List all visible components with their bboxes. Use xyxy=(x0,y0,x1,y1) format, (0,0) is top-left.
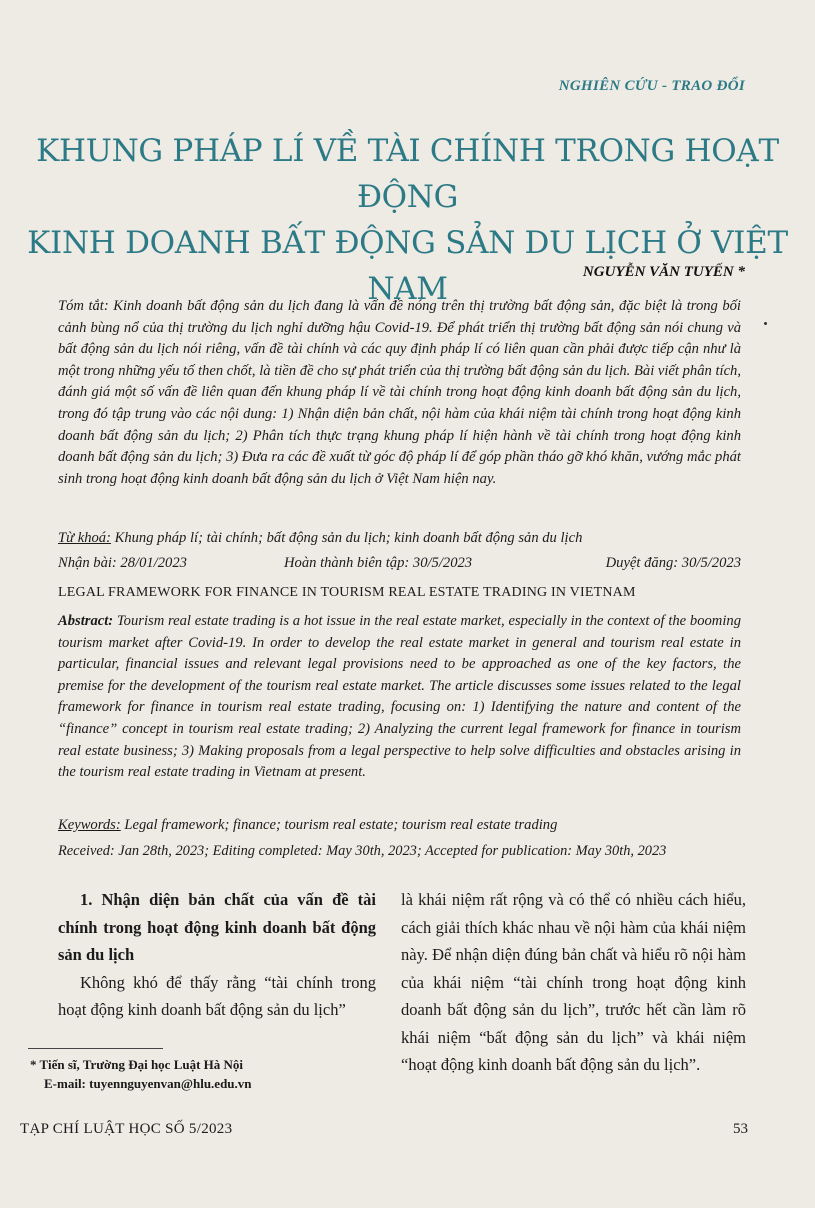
abstract-english xyxy=(58,611,741,784)
keywords-en-label: Keywords: xyxy=(58,817,121,833)
body-paragraph-left: Không khó để thấy rằng “tài chính trong hoạt động kinh doanh bất động sản du lịch” xyxy=(58,972,376,1019)
keywords-vi-label: Từ khoá: xyxy=(58,530,111,546)
footnote-affiliation: * Tiến sĩ, Trường Đại học Luật Hà Nội xyxy=(30,1057,244,1072)
abstract-vi-label: Tóm tắt: xyxy=(58,298,109,314)
page-number: 53 xyxy=(733,1121,748,1137)
section-heading: 1. Nhận diện bản chất của vấn đề tài chính trong hoạt động kinh doanh bất động sản du lịch xyxy=(58,890,376,964)
keywords-en-text: Legal framework; finance; tourism real estate; tourism real estate trading xyxy=(120,817,558,833)
article-title-line-2: KINH DOANH BẤT ĐỘNG SẢN DU LỊCH Ở VIỆT NAM xyxy=(27,225,788,307)
author-name: NGUYỄN VĂN TUYẾN * xyxy=(582,264,745,280)
abstract-vietnamese xyxy=(58,296,741,490)
body-column-left xyxy=(58,886,376,1024)
keywords-vietnamese xyxy=(58,528,741,548)
abstract-en-label: Abstract: xyxy=(58,613,114,629)
footnote-email: E-mail: tuyennguyenvan@hlu.edu.vn xyxy=(44,1076,252,1091)
journal-footer: TẠP CHÍ LUẬT HỌC SỐ 5/2023 xyxy=(20,1121,233,1137)
accepted-date: Duyệt đăng: 30/5/2023 xyxy=(605,555,741,571)
keywords-english xyxy=(58,815,741,835)
article-title xyxy=(20,128,795,312)
section-tag: NGHIÊN CỨU - TRAO ĐỔI xyxy=(558,78,745,94)
footnote-divider xyxy=(28,1048,163,1049)
editing-completed-date: Hoàn thành biên tập: 30/5/2023 xyxy=(284,555,473,571)
received-date: Nhận bài: 28/01/2023 xyxy=(58,555,187,571)
abstract-vi-text: Kinh doanh bất động sản du lịch đang là vấn đề nóng trên thị trường bất động sản, đặc biệt là trong bối cảnh bùng nổ của thị trường du lịch nghỉ dưỡng hậu Covid-19. Để phát triển thị trường bất động sản nói chung và bất động sản du lịch nói riêng, vấn đề tài chính và các quy định pháp lí có liên quan cần phải được tiếp cận như là một trong những yếu tố then chốt, là tiền đề cho sự phát triển của thị trường bất động sản du lịch. Bài viết phân tích, đánh giá một số vấn đề liên quan đến khung pháp lí về tài chính trong hoạt động kinh doanh bất động sản du lịch, trong đó tập trung vào các nội dung: 1) Nhận diện bản chất, nội hàm của khái niệm tài chính trong hoạt động kinh doanh bất động sản du lịch; 2) Phân tích thực trạng khung pháp lí hiện hành về tài chính trong hoạt động kinh doanh bất động sản du lịch; 3) Đưa ra các đề xuất từ góc độ pháp lí để góp phần tháo gỡ khó khăn, vướng mắc phát sinh trong hoạt động kinh doanh bất động sản du lịch ở Việt Nam hiện nay. xyxy=(58,298,741,487)
abstract-en-text: Tourism real estate trading is a hot issue in the real estate market, especially in the context of the booming tourism market after Covid-19. In order to develop the real estate market in general and tourism real estate in particular, financial issues and relevant legal provisions need to be approached as one of the key factors, the premise for the development of the tourism real estate market. The article discusses some issues related to the legal framework for finance in tourism real estate trading, focusing on: 1) Identifying the nature and content of the “finance” concept in tourism real estate trading; 2) Analyzing the current legal framework for finance in tourism real estate business; 3) Making proposals from a legal perspective to help solve difficulties and obstacles arising in the tourism real estate trading in Vietnam at present. xyxy=(58,613,741,781)
body-column-right xyxy=(401,886,746,1079)
scan-speck xyxy=(764,322,767,325)
dates-english: Received: Jan 28th, 2023; Editing completed: May 30th, 2023; Accepted for publication: May 30th, 2023 xyxy=(58,843,667,859)
body-paragraph-right: là khái niệm rất rộng và có thể có nhiều cách hiểu, cách giải thích khác nhau về nội hàm của khái niệm này. Để nhận diện đúng bản chất và hiểu rõ nội hàm của khái niệm “tài chính trong hoạt động kinh doanh bất động sản du lịch”, trước hết cần làm rõ khái niệm “bất động sản du lịch” và khái niệm “hoạt động kinh doanh bất động sản du lịch”. xyxy=(401,890,746,1074)
article-title-line-1: KHUNG PHÁP LÍ VỀ TÀI CHÍNH TRONG HOẠT ĐỘNG xyxy=(36,133,779,215)
author-footnote xyxy=(30,1055,252,1093)
keywords-vi-text: Khung pháp lí; tài chính; bất động sản du lịch; kinh doanh bất động sản du lịch xyxy=(110,530,583,546)
english-title: LEGAL FRAMEWORK FOR FINANCE IN TOURISM REAL ESTATE TRADING IN VIETNAM xyxy=(58,585,636,600)
